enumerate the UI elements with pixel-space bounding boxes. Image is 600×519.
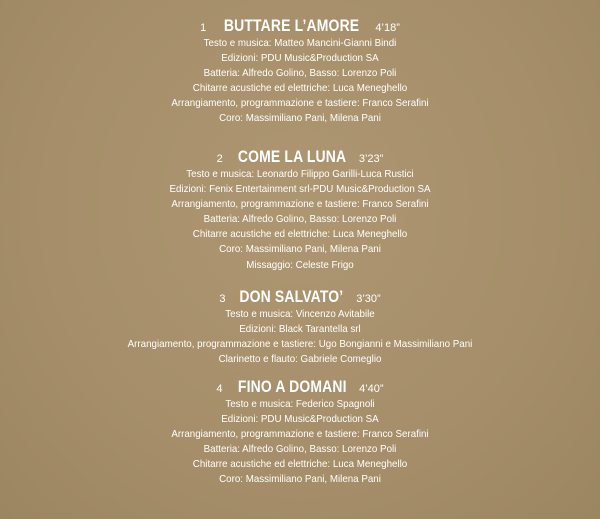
credit-line: Edizioni: Fenix Entertainment srl-PDU Music&Production SA bbox=[169, 183, 431, 196]
credit-line: Batteria: Alfredo Golino, Basso: Lorenzo Poli bbox=[203, 67, 397, 80]
track-2-block bbox=[0, 146, 600, 273]
credit-line: Arrangiamento, programmazione e tastiere: Ugo Bongianni e Massimiliano Pani bbox=[127, 338, 473, 351]
credit-line: Chitarre acustiche ed elettriche: Luca Meneghello bbox=[192, 82, 408, 95]
credit-line: Chitarre acustiche ed elettriche: Luca Meneghello bbox=[192, 228, 408, 241]
credit-line: Arrangiamento, programmazione e tastiere: Franco Serafini bbox=[171, 428, 429, 441]
track-number: 4 bbox=[216, 383, 223, 395]
track-number: 3 bbox=[219, 293, 226, 305]
credit-line: Testo e musica: Vincenzo Avitabile bbox=[225, 308, 375, 320]
credit-line: Coro: Massimiliano Pani, Milena Pani bbox=[219, 473, 381, 486]
track-1-block bbox=[0, 15, 600, 127]
track-4-block bbox=[0, 376, 600, 488]
credit-line: Testo e musica: Federico Spagnoli bbox=[225, 398, 375, 410]
credit-line: Arrangiamento, programmazione e tastiere: Franco Serafini bbox=[171, 198, 429, 211]
credit-line: Missaggio: Celeste Frigo bbox=[246, 258, 354, 271]
track-4-heading bbox=[0, 376, 600, 397]
track-number: 2 bbox=[216, 153, 223, 165]
credit-line: Coro: Massimiliano Pani, Milena Pani bbox=[219, 243, 381, 256]
credit-line: Batteria: Alfredo Golino, Basso: Lorenzo Poli bbox=[203, 213, 397, 226]
credit-line: Edizioni: Black Tarantella srl bbox=[239, 323, 361, 336]
credit-line: Batteria: Alfredo Golino, Basso: Lorenzo Poli bbox=[203, 443, 397, 456]
credit-line: Edizioni: PDU Music&Production SA bbox=[221, 413, 379, 426]
track-duration: 3’23” bbox=[358, 153, 384, 165]
track-duration: 4’40” bbox=[359, 383, 384, 395]
track-2-heading bbox=[0, 146, 600, 167]
credit-line: Coro: Massimiliano Pani, Milena Pani bbox=[219, 112, 381, 125]
track-title: FINO A DOMANI bbox=[237, 377, 347, 396]
track-title: COME LA LUNA bbox=[237, 147, 346, 166]
track-1-heading bbox=[0, 15, 600, 36]
credit-line: Chitarre acustiche ed elettriche: Luca Meneghello bbox=[192, 458, 408, 471]
track-duration: 4’18” bbox=[375, 22, 400, 34]
track-duration: 3’30” bbox=[356, 293, 381, 305]
track-number: 1 bbox=[200, 22, 207, 34]
credit-line: Edizioni: PDU Music&Production SA bbox=[221, 52, 379, 65]
track-3-heading bbox=[0, 286, 600, 307]
track-title: DON SALVATO’ bbox=[239, 287, 344, 306]
credit-line: Arrangiamento, programmazione e tastiere: Franco Serafini bbox=[171, 97, 429, 110]
credit-line: Testo e musica: Leonardo Filippo Garilli-Luca Rustici bbox=[186, 168, 414, 180]
track-title: BUTTARE L’AMORE bbox=[224, 16, 360, 35]
credit-line: Testo e musica: Matteo Mancini-Gianni Bindi bbox=[203, 37, 397, 49]
track-3-block bbox=[0, 286, 600, 367]
credit-line: Clarinetto e flauto: Gabriele Comeglio bbox=[218, 353, 382, 366]
